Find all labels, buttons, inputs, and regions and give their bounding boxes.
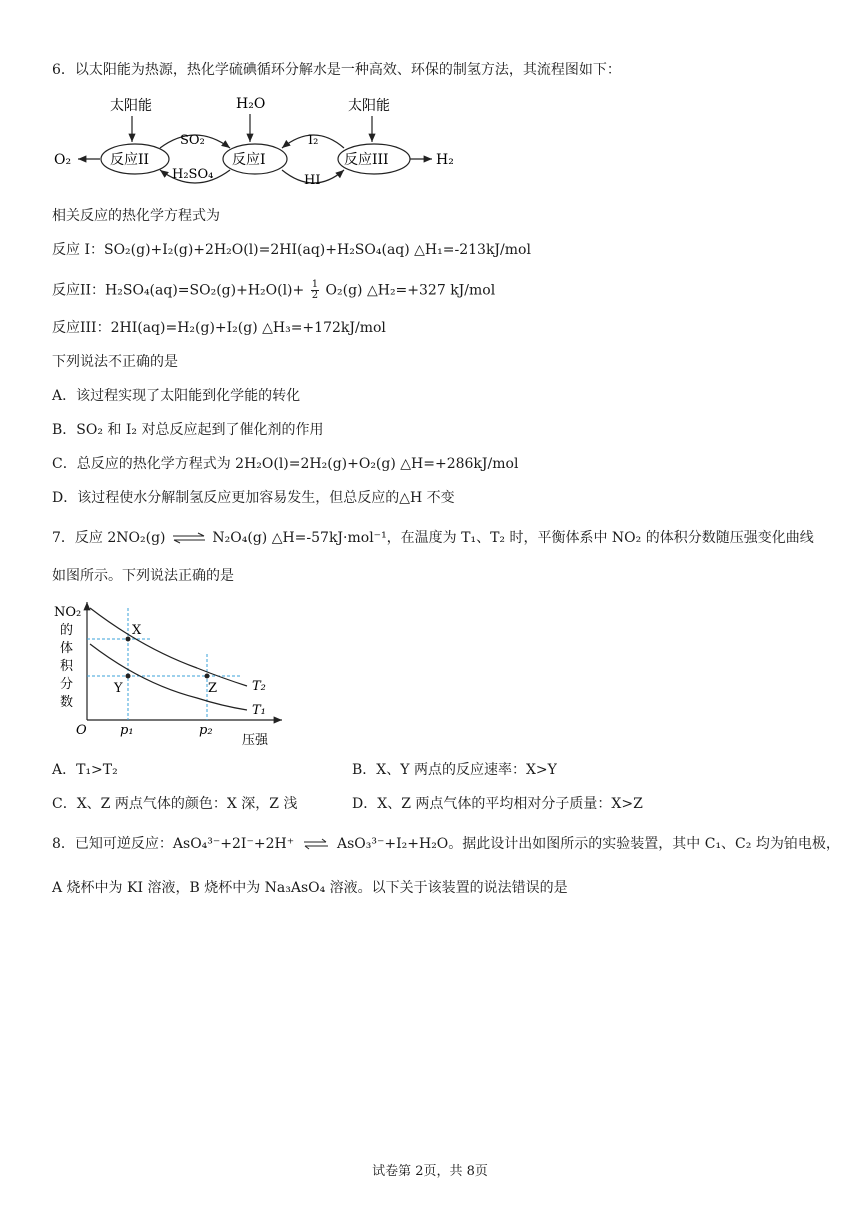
y-axis-label-char: 数: [60, 695, 74, 710]
fraction-denominator: 2: [311, 290, 319, 301]
curve-t2-label: T₂: [252, 679, 266, 694]
point-z-label: Z: [208, 681, 218, 696]
q6-stem: 6．以太阳能为热源，热化学硫碘循环分解水是一种高效、环保的制氢方法，其流程图如下：: [52, 62, 621, 78]
reversible-arrow-icon: [302, 838, 330, 850]
point-x: [126, 637, 131, 642]
y-axis-label-char: 积: [60, 659, 74, 674]
q6-option-d[interactable]: D．该过程使水分解制氢反应更加容易发生，但总反应的△H 不变: [52, 490, 455, 506]
reaction-3-label: 反应III: [344, 152, 389, 168]
curve-t1: [90, 644, 247, 710]
q6-option-b[interactable]: B．SO₂ 和 I₂ 对总反应起到了催化剂的作用: [52, 422, 324, 438]
q7-stem-part-b: N₂O₄(g) △H=-57kJ·mol⁻¹，在温度为 T₁、T₂ 时，平衡体系中 NO₂ 的体积分数随压强变化曲线: [212, 530, 814, 546]
q6-eq1: 反应 I：SO₂(g)+I₂(g)+2H₂O(l)=2HI(aq)+H₂SO₄(aq) △H₁=-213kJ/mol: [52, 242, 531, 258]
q8-stem-part-a: 8．已知可逆反应：AsO₄³⁻+2I⁻+2H⁺: [52, 836, 295, 852]
q7-stem-part-a: 7．反应 2NO₂(g): [52, 530, 166, 546]
o2-output-label: O₂: [54, 152, 72, 168]
q7-option-d[interactable]: D．X、Z 两点气体的平均相对分子质量：X>Z: [352, 796, 643, 812]
q7-option-a[interactable]: A．T₁>T₂: [52, 762, 118, 778]
q8-stem-line2: A 烧杯中为 KI 溶液，B 烧杯中为 Na₃AsO₄ 溶液。以下关于该装置的说法错误的是: [52, 880, 568, 896]
y-axis-label-char: 的: [60, 623, 74, 638]
so2-label: SO₂: [180, 133, 205, 148]
q7-pressure-graph: [52, 598, 292, 748]
y-axis-label-char: 分: [60, 677, 74, 692]
q7-stem: [52, 528, 814, 548]
point-y: [126, 674, 131, 679]
q6-option-a[interactable]: A．该过程实现了太阳能到化学能的转化: [52, 388, 301, 404]
q8-stem-part-b: AsO₃³⁻+I₂+H₂O。据此设计出如图所示的实验装置，其中 C₁、C₂ 均为铂电极，: [337, 836, 840, 852]
q7-stem-line2: 如图所示。下列说法正确的是: [52, 568, 234, 584]
q8-stem: [52, 834, 840, 854]
q6-eq2-part-b: O₂(g) △H₂=+327 kJ/mol: [325, 282, 496, 299]
point-y-label: Y: [114, 681, 123, 696]
h2-output-label: H₂: [436, 152, 454, 168]
page-footer: 试卷第 2页，共 8页: [372, 1164, 488, 1179]
point-z: [205, 674, 210, 679]
origin-label: O: [76, 723, 87, 738]
curve-t2: [90, 608, 247, 686]
p1-label: p₁: [120, 723, 134, 738]
h2o-label: H₂O: [236, 96, 266, 112]
reaction-1-label: 反应I: [232, 152, 266, 168]
q6-option-c[interactable]: C．总反应的热化学方程式为 2H₂O(l)=2H₂(g)+O₂(g) △H=+286kJ/mol: [52, 456, 519, 472]
curve-t1-label: T₁: [252, 703, 266, 718]
i2-label: I₂: [308, 133, 319, 148]
q6-eq2-fraction: [311, 280, 319, 301]
q6-eq2-part-a: 反应II：H₂SO₄(aq)=SO₂(g)+H₂O(l)+: [52, 282, 305, 299]
q6-eq2: [52, 280, 495, 301]
reaction-2-label: 反应II: [110, 152, 150, 168]
equilibrium-arrow-icon: [172, 532, 206, 544]
fraction-numerator: 1: [311, 279, 319, 290]
x-axis-label: 压强: [242, 733, 269, 748]
q6-eq3: 反应III：2HI(aq)=H₂(g)+I₂(g) △H₃=+172kJ/mol: [52, 320, 386, 336]
q6-intro: 相关反应的热化学方程式为: [52, 208, 220, 224]
q7-option-c[interactable]: C．X、Z 两点气体的颜色：X 深，Z 浅: [52, 796, 298, 812]
q7-option-b[interactable]: B．X、Y 两点的反应速率：X>Y: [352, 762, 557, 778]
y-axis-label-char: 体: [60, 641, 74, 656]
solar-label-right: 太阳能: [348, 98, 390, 114]
q6-ask: 下列说法不正确的是: [52, 354, 178, 370]
hi-label: HI: [304, 173, 321, 188]
solar-label-left: 太阳能: [110, 98, 152, 114]
point-x-label: X: [132, 623, 142, 638]
p2-label: p₂: [199, 723, 213, 738]
q6-flow-diagram: [52, 92, 472, 192]
y-axis-label-no2: NO₂: [54, 605, 82, 620]
h2so4-label: H₂SO₄: [172, 167, 214, 182]
